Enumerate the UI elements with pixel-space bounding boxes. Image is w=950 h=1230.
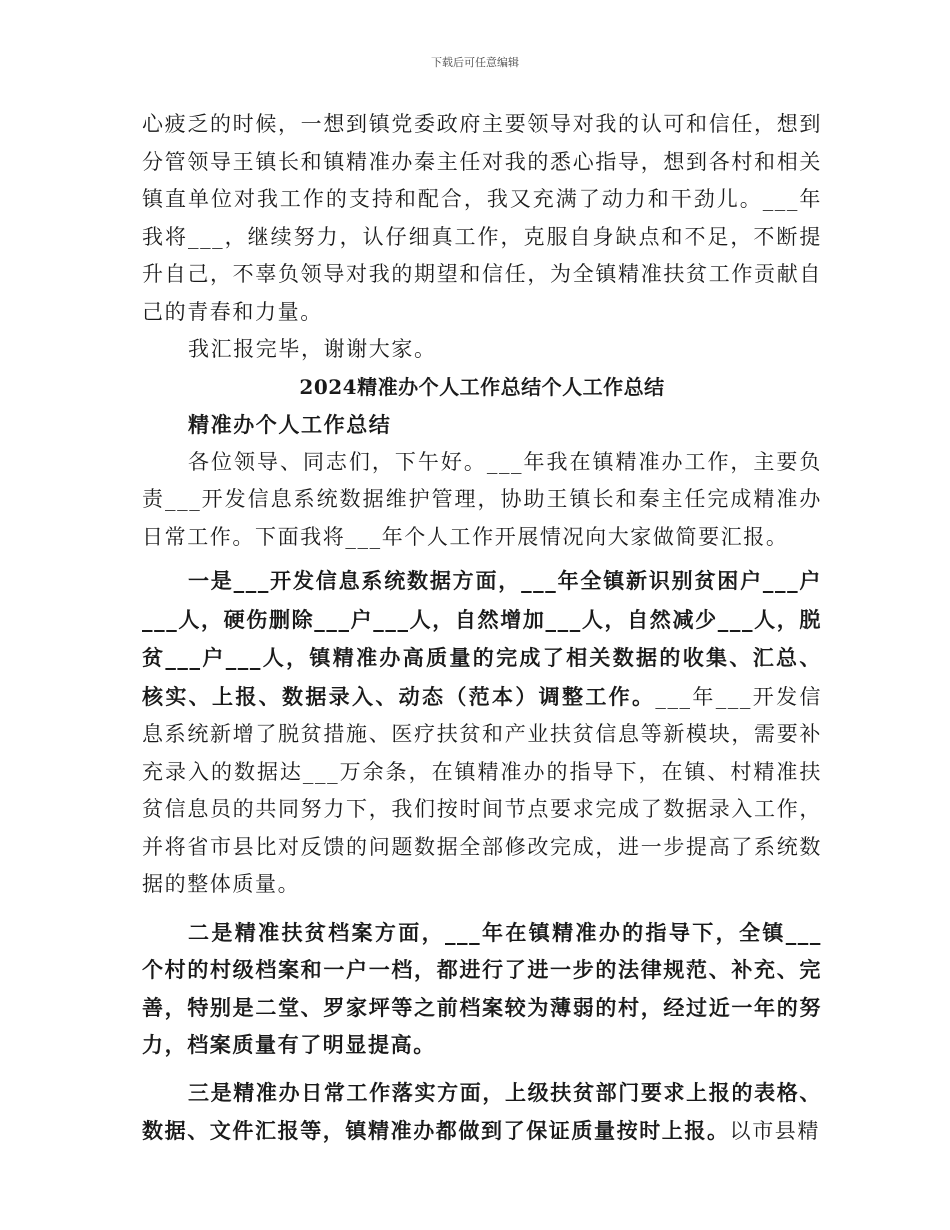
- paragraph-point-one: [142, 562, 822, 904]
- paragraph-point-three: [142, 1074, 822, 1151]
- document-body: [142, 106, 822, 1151]
- paragraph-report-end: 我汇报完毕，谢谢大家。: [188, 337, 437, 361]
- document-subtitle: 精准办个人工作总结: [188, 412, 392, 437]
- paragraph-closing-continued: 心疲乏的时候，一想到镇党委政府主要领导对我的认可和信任，想到分管领导王镇长和镇精准办秦主任对我的悉心指导，想到各村和相关镇直单位对我工作的支持和配合，我又充满了动力和干劲儿。___年我将___，继续努力，认仔细真工作，克服自身缺点和不足，不断提升自己，不辜负领导对我的期望和信任，为全镇精准扶贫工作贡献自己的青春和力量。: [142, 112, 822, 324]
- paragraph-greeting: 各位领导、同志们，下午好。___年我在镇精准办工作，主要负责___开发信息系统数据维护管理，协助王镇长和秦主任完成精准办日常工作。下面我将___年个人工作开展情况向大家做简要汇报。: [142, 449, 822, 549]
- page-header: 下载后可任意编辑: [431, 56, 519, 69]
- point-one-body: ___年___开发信息系统新增了脱贫措施、医疗扶贫和产业扶贫信息等新模块，需要补充录入的数据达___万余条，在镇精准办的指导下，在镇、村精准扶贫信息员的共同努力下，我们按时间节点要求完成了数据录入工作，并将省市县比对反馈的问题数据全部修改完成，进一步提高了系统数据的整体质量。: [142, 684, 823, 896]
- point-three-heading: 三是精准办日常工作落实方面，上级扶贫部门要求上报的表格、数据、文件汇报等，镇精准办都做到了保证质量按时上报。: [142, 1079, 822, 1143]
- point-three-body: 以市县精: [729, 1119, 821, 1143]
- document-title: 2024精准办个人工作总结个人工作总结: [299, 374, 665, 399]
- point-one-heading: 一是___开发信息系统数据方面，___年全镇新识别贫困户___户___人，硬伤删除___户___人，自然增加___人，自然减少___人，脱贫___户___人，镇精准办高质量的完成了相关数据的收集、汇总、核实、上报、数据录入、动态（范本）调整工作。: [142, 568, 822, 709]
- paragraph-point-two: 二是精准扶贫档案方面，___年在镇精准办的指导下，全镇___个村的村级档案和一户一档，都进行了进一步的法律规范、补充、完善，特别是二堂、罗家坪等之前档案较为薄弱的村，经过近一年的努力，档案质量有了明显提高。: [142, 919, 822, 1057]
